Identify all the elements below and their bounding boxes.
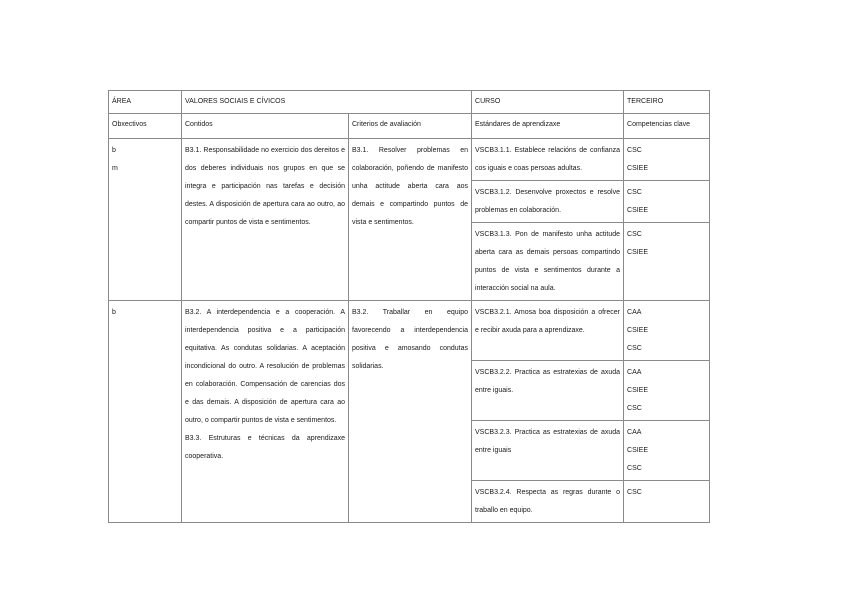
contents-cell [182, 301, 349, 523]
competence-code: CSC [627, 189, 642, 196]
objective-code: b [112, 309, 116, 316]
content-item: B3.2. A interdependencia e a cooperación. A interdependencia positiva e a participación equitativa. As condutas solidarias. A aceptación incondicional do outro. A resolución de problemas en colaboración. Compensación de carencias dos e das demais. A disposición de apertura cara ao outro, o compartir puntos de vista e sentimentos. [185, 309, 345, 424]
contents-cell: B3.1. Responsabilidade no exercicio dos dereitos e dos deberes individuais nos grupos en que se integra e participación nas tarefas e decisión destes. A disposición de apertura cara ao outro, ao compartir puntos de vista e sentimentos. [182, 139, 349, 301]
competences-cell [624, 481, 710, 523]
competence-code: CSC [627, 489, 642, 496]
col-criteria: Criterios de avaliación [349, 114, 472, 139]
standard-cell: VSCB3.1.1. Establece relacións de confianza cos iguais e coas persoas adultas. [472, 139, 624, 181]
col-standards: Estándares de aprendizaxe [472, 114, 624, 139]
competence-code: CAA [627, 369, 642, 376]
competence-code: CSC [627, 231, 642, 238]
criteria-cell: B3.2. Traballar en equipo favorecendo a interdependencia positiva e amosando condutas solidarias. [349, 301, 472, 523]
criteria-cell: B3.1. Resolver problemas en colaboración, poñendo de manifesto unha actitude aberta cara aos demais e compartindo puntos de vista e sentimentos. [349, 139, 472, 301]
table-row [109, 139, 710, 181]
competence-code: CSIEE [627, 387, 649, 394]
table-row [109, 301, 710, 361]
competence-code: CAA [627, 309, 642, 316]
curriculum-table [108, 90, 710, 523]
competence-code: CAA [627, 429, 642, 436]
competences-cell [624, 223, 710, 301]
objective-code: m [112, 165, 118, 172]
objectives-cell [109, 301, 182, 523]
standard-cell: VSCB3.1.2. Desenvolve proxectos e resolve problemas en colaboración. [472, 181, 624, 223]
standard-cell: VSCB3.2.4. Respecta as regras durante o traballo en equipo. [472, 481, 624, 523]
objective-code: b [112, 147, 116, 154]
competence-code: CSC [627, 405, 642, 412]
competences-cell [624, 421, 710, 481]
curso-label: CURSO [472, 91, 624, 114]
competence-code: CSIEE [627, 165, 649, 172]
content-item: B3.3. Estruturas e técnicas da aprendizaxe cooperativa. [185, 435, 345, 460]
competence-code: CSC [627, 345, 642, 352]
competences-cell [624, 139, 710, 181]
col-objectives: Obxectivos [109, 114, 182, 139]
objectives-cell [109, 139, 182, 301]
standard-cell: VSCB3.2.1. Amosa boa disposición a ofrecer e recibir axuda para a aprendizaxe. [472, 301, 624, 361]
area-label: ÁREA [109, 91, 182, 114]
standard-cell: VSCB3.2.2. Practica as estratexias de axuda entre iguais. [472, 361, 624, 421]
competence-code: CSIEE [627, 207, 649, 214]
competences-cell [624, 181, 710, 223]
competence-code: CSIEE [627, 447, 649, 454]
column-headers-row [109, 114, 710, 139]
competences-cell [624, 361, 710, 421]
competence-code: CSIEE [627, 249, 649, 256]
col-competences: Competencias clave [624, 114, 710, 139]
competence-code: CSC [627, 147, 642, 154]
competence-code: CSIEE [627, 327, 649, 334]
header-row [109, 91, 710, 114]
col-contents: Contidos [182, 114, 349, 139]
curso-value: TERCEIRO [624, 91, 710, 114]
standard-cell: VSCB3.1.3. Pon de manifesto unha actitude aberta cara as demais persoas compartindo puntos de vista e sentimentos durante a interacción social na aula. [472, 223, 624, 301]
standard-cell: VSCB3.2.3. Practica as estratexias de axuda entre iguais [472, 421, 624, 481]
competence-code: CSC [627, 465, 642, 472]
competences-cell [624, 301, 710, 361]
area-value: VALORES SOCIAIS E CÍVICOS [182, 91, 472, 114]
